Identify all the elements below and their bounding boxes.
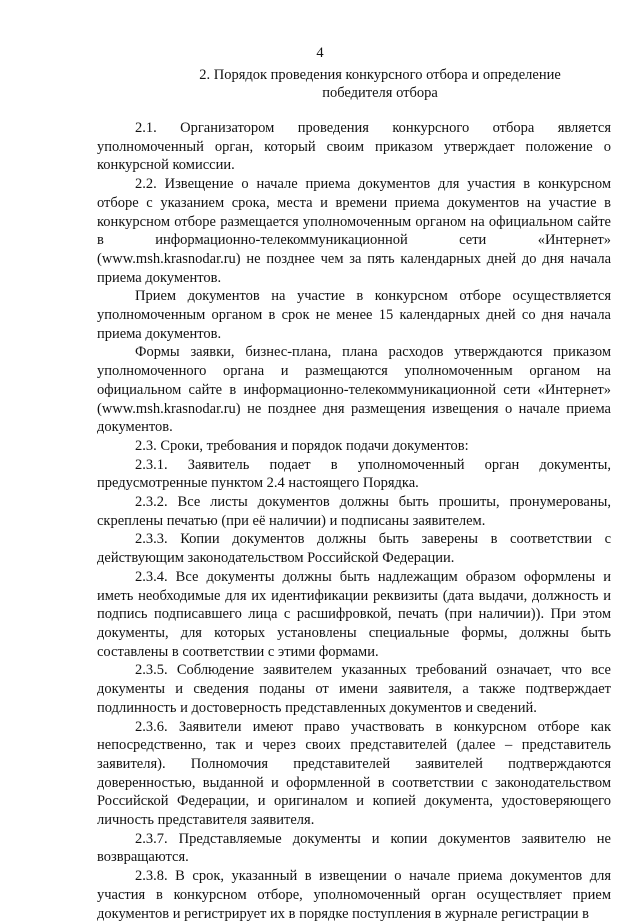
section-heading-line-1: 2. Порядок проведения конкурсного отбора и определение — [199, 67, 561, 83]
paragraph-2-3-6: 2.3.6. Заявители имеют право участвовать в конкурсном отборе как непосредственно, так и через своих представителей (далее – представитель заявителя). Полномочия представителей заявителей подтверждаются доверенностью, выданной и оформленной в соответствии с законодательством Российской Федерации, и оригиналом и копией документа, удостоверяющего личность представителя заявителя. — [97, 718, 611, 829]
paragraph-2-3-2: 2.3.2. Все листы документов должны быть прошиты, пронумерованы, скреплены печатью (при её наличии) и подписаны заявителем. — [97, 494, 611, 529]
page-number: 4 — [316, 45, 324, 61]
paragraph-2-3-3: 2.3.3. Копии документов должны быть заверены в соответствии с действующим законодательством Российской Федерации. — [97, 531, 611, 567]
body-text — [97, 119, 611, 923]
section-heading-line-2: победителя отбора — [322, 85, 438, 101]
paragraph-2-3-1: 2.3.1. Заявитель подает в уполномоченный орган документы, предусмотренные пунктом 2.4 настоящего Порядка. — [97, 456, 611, 492]
paragraph-2-3-7: 2.3.7. Представляемые документы и копии документов заявителю не возвращаются. — [97, 830, 611, 866]
paragraph-2-1: 2.1. Организатором проведения конкурсного отбора является уполномоченный орган, который своим приказом утверждает положение о конкурсной комиссии. — [97, 120, 611, 174]
paragraph-2-3-4: 2.3.4. Все документы должны быть надлежащим образом оформлены и иметь необходимые для их идентификации реквизиты (дата выдачи, должность и подпись подписавшего лица с расшифровкой, печать (при наличии)). При этом документы, для которых установлены специальные формы, должны быть составлены в соответствии с этими формами. — [97, 568, 611, 660]
paragraph-forms: Формы заявки, бизнес-плана, плана расходов утверждаются приказом уполномоченного органа и размещаются уполномоченным органом на официальном сайте в информационно-телекоммуникационной сети «Интернет» (www.msh.krasnodar.ru) не позднее дня размещения извещения о начале приема документов. — [97, 344, 611, 436]
paragraph-2-3-5: 2.3.5. Соблюдение заявителем указанных требований означает, что все документы и сведения поданы от имени заявителя, а также подтверждает подлинность и достоверность представленных документов и сведений. — [97, 662, 611, 716]
paragraph-2-2: 2.2. Извещение о начале приема документов для участия в конкурсном отборе с указанием срока, места и времени приема документов на участие в конкурсном отборе размещается уполномоченным органом на официальном сайте в информационно-телекоммуникационной сети «Интернет» (www.msh.krasnodar.ru) не позднее чем за пять календарных дней до дня начала приема документов. — [97, 176, 611, 286]
paragraph-2-3-8: 2.3.8. В срок, указанный в извещении о начале приема документов для участия в конкурсном отборе, уполномоченный орган осуществляет прием документов и регистрирует их в порядке поступления в журнале регистрации в — [97, 868, 611, 922]
section-heading — [150, 66, 610, 102]
paragraph-document-acceptance: Прием документов на участие в конкурсном отборе осуществляется уполномоченным органом в срок не менее 15 календарных дней со дня начала приема документов. — [97, 288, 611, 342]
paragraph-2-3: 2.3. Сроки, требования и порядок подачи документов: — [135, 437, 469, 454]
